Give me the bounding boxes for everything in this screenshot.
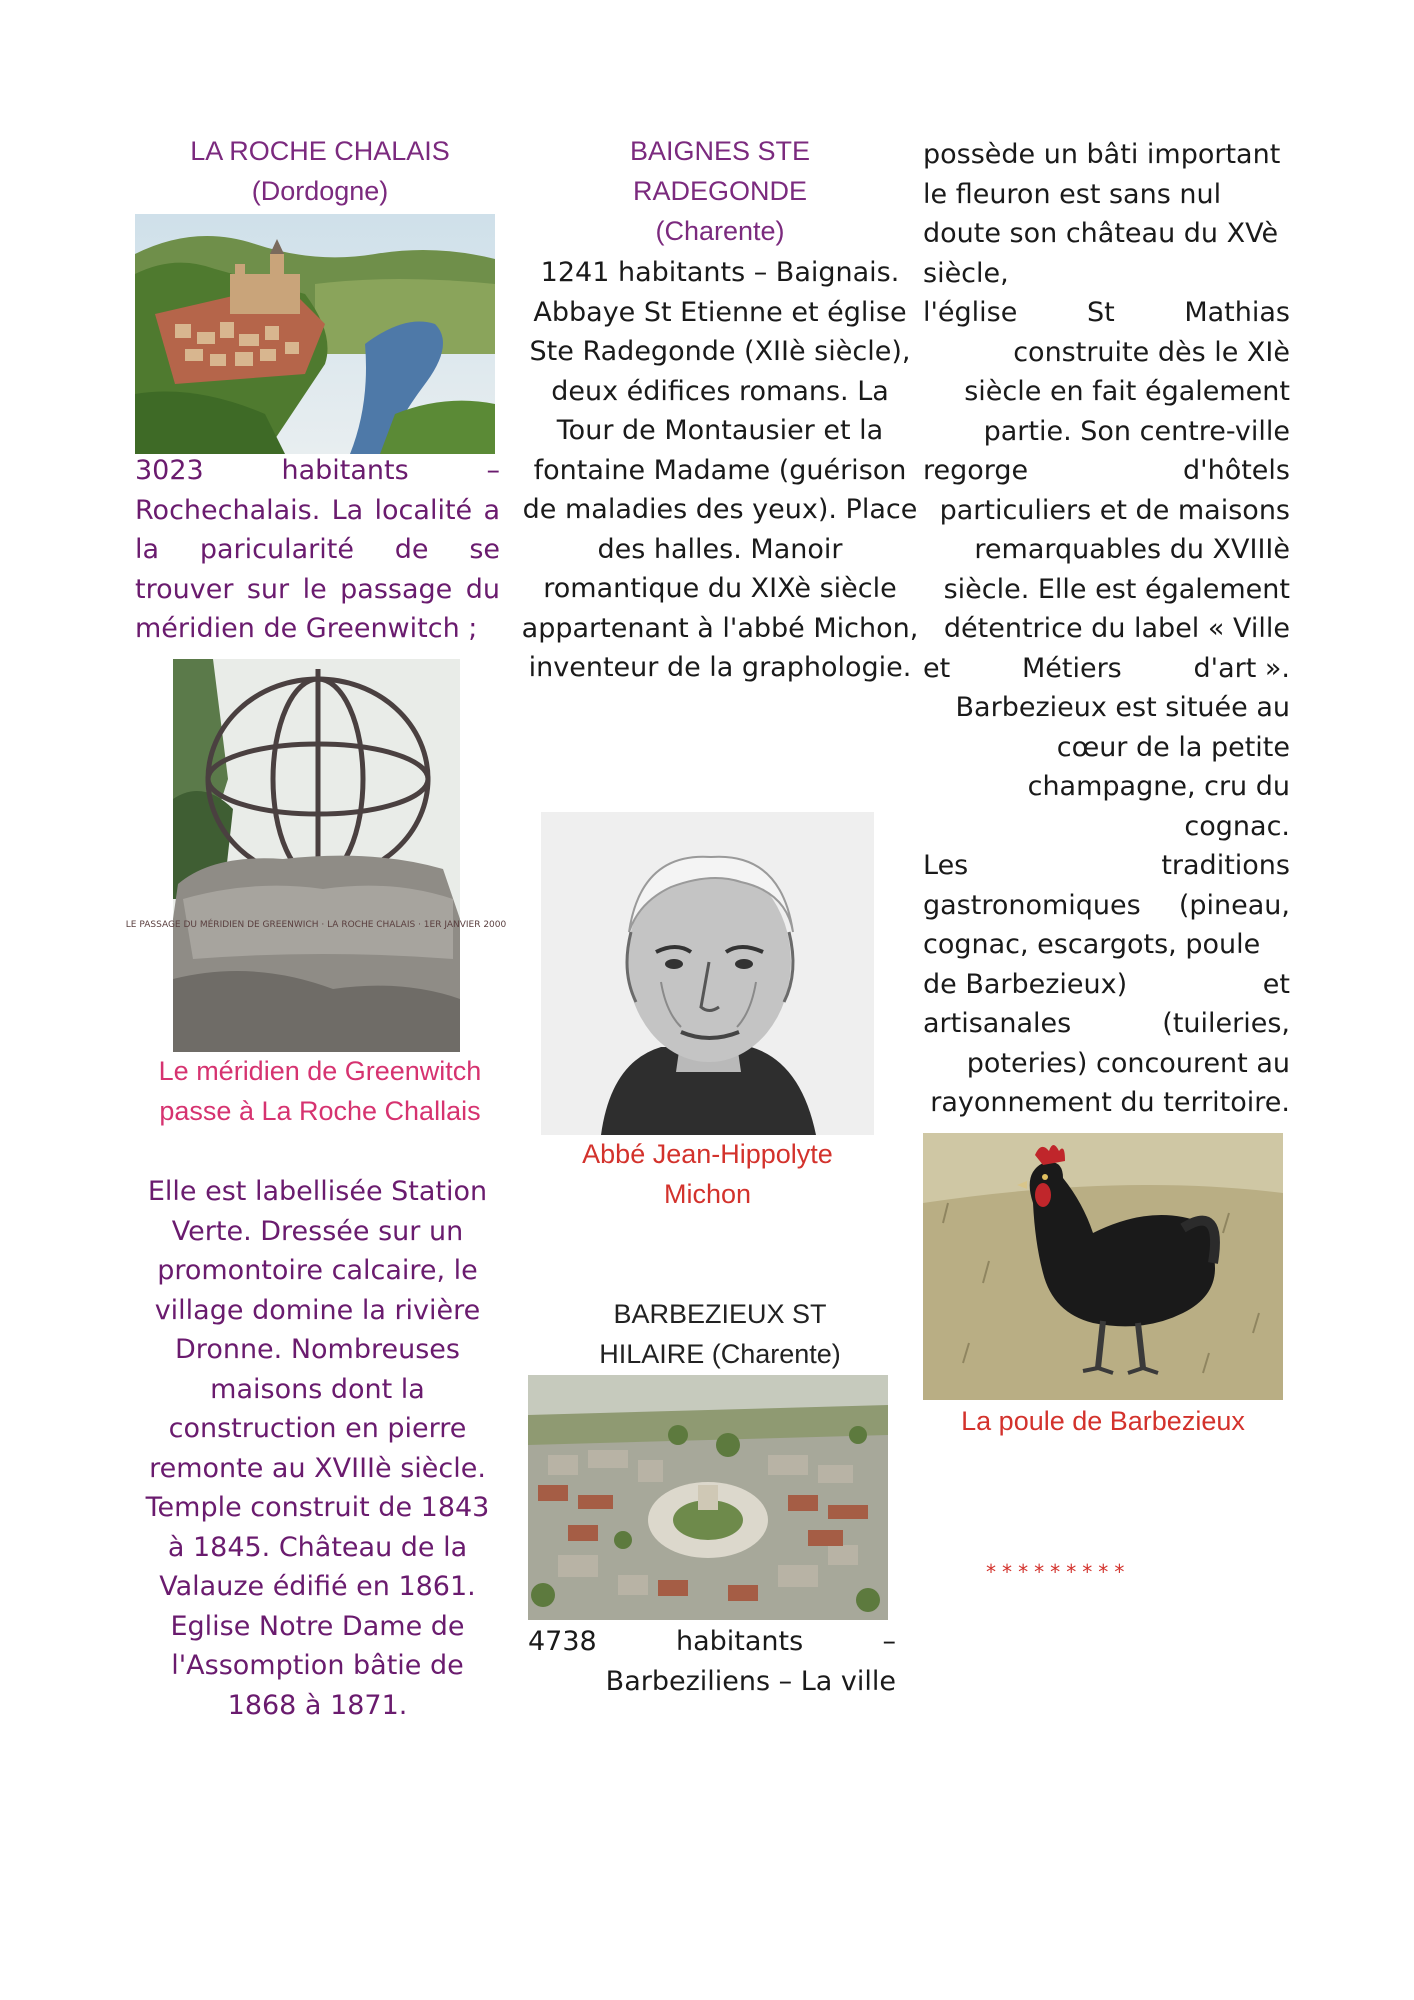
- col2-title-2: [520, 1294, 920, 1374]
- col3-word: (pineau,: [1178, 889, 1290, 921]
- col3-line: cognac, escargots, poule: [923, 929, 1261, 960]
- col1-title: [135, 131, 505, 211]
- col2-title2-line2: HILAIRE (Charente): [599, 1339, 841, 1369]
- poule-de-barbezieux-photo: [923, 1133, 1283, 1400]
- meridian-monument-photo-icon: [125, 659, 507, 1052]
- col3-word: et: [1262, 968, 1290, 1000]
- col3-line: le fleuron est sans nul: [923, 178, 1222, 210]
- col3-line: siècle,: [923, 257, 1009, 289]
- black-hen-photo-icon: [923, 1133, 1283, 1400]
- col3-word: l'église: [923, 297, 1018, 328]
- col2-para2-word-2: habitants: [676, 1626, 804, 1657]
- col3-line: [923, 846, 1290, 886]
- col2-title-line1: BAIGNES STE: [629, 136, 811, 166]
- col3-line: [923, 965, 1290, 1005]
- col3-paragraph: [923, 135, 1290, 1123]
- col3-word: d'hôtels: [1183, 455, 1290, 486]
- col3-line: poteries) concourent au: [966, 1047, 1290, 1079]
- col3-word: St: [1086, 297, 1115, 328]
- col2-para2-word-1: 4738: [528, 1626, 597, 1657]
- col3-word: Les: [923, 850, 969, 881]
- col2-title-line2: RADEGONDE: [632, 176, 808, 206]
- col2-paragraph-1: 1241 habitants – Baignais. Abbaye St Etienne et église Ste Radegonde (XIIè siècle), deux édifices romans. La Tour de Montausier et la fontaine Madame (guérison de maladies des yeux). Place des halles. Manoir romantique du XIXè siècle appartenant à l'abbé Michon, inventeur de la graphologie.: [521, 257, 919, 683]
- col2-title2-line1: BARBEZIEUX ST: [613, 1299, 827, 1329]
- col3-line: partie. Son centre-ville: [983, 415, 1290, 447]
- col3-word: d'art ».: [1193, 652, 1290, 684]
- col3-line: [923, 293, 1290, 333]
- col3-line: Barbezieux est située au: [955, 692, 1290, 723]
- decorative-stars: *********: [985, 1560, 1130, 1584]
- abbe-michon-portrait: [541, 812, 874, 1135]
- col3-word: Métiers: [1021, 652, 1122, 684]
- col1-title-line1: LA ROCHE CHALAIS: [190, 136, 450, 166]
- col3-line: doute son château du XVè: [923, 218, 1279, 249]
- col2-title: [520, 131, 920, 251]
- col3-caption: La poule de Barbezieux: [961, 1406, 1245, 1436]
- col3-word: de Barbezieux): [923, 968, 1128, 1000]
- col3-line: champagne, cru du cognac.: [1027, 771, 1290, 842]
- col1-paragraph-2: Elle est labellisée Station Verte. Dressée sur un promontoire calcaire, le village domine la rivière Dronne. Nombreuses maisons dont la construction en pierre remonte au XVIIIè siècle. Temple construit de 1843 à 1845. Château de la Valauze édifié en 1861. Eglise Notre Dame de l'Assomption bâtie de 1868 à 1871.: [145, 1176, 490, 1721]
- col3-line: siècle en fait également: [964, 376, 1290, 407]
- col3-line: [923, 1004, 1290, 1044]
- monument-inscription: LE PASSAGE DU MÉRIDIEN DE GREENWICH · LA ROCHE CHALAIS · 1ER JANVIER 2000: [125, 920, 507, 930]
- col3-word: Mathias: [1184, 297, 1290, 328]
- col2-para2-line1: [528, 1622, 896, 1662]
- col2-para2-line2: Barbeziliens – La ville: [605, 1665, 896, 1697]
- col2-title-line3: (Charente): [655, 216, 785, 246]
- col3-word: regorge: [923, 455, 1029, 486]
- col3-line: possède un bâti important: [923, 139, 1281, 170]
- la-roche-chalais-photo: [135, 214, 495, 454]
- col3-line: cœur de la petite: [1056, 731, 1290, 763]
- col3-word: et: [923, 652, 951, 684]
- col3-line: [923, 649, 1290, 689]
- col2-paragraph-2: [528, 1622, 896, 1701]
- col3-line: [923, 886, 1290, 926]
- barbezieux-aerial-photo: [528, 1375, 888, 1620]
- col3-line: [923, 451, 1290, 491]
- col3-word: (tuileries,: [1162, 1008, 1290, 1039]
- col3-line: détentrice du label « Ville: [943, 613, 1290, 644]
- col3-line: particuliers et de maisons: [939, 494, 1290, 526]
- col1-paragraph-1: 3023 habitants – Rochechalais. La localité a la paricularité de se trouver sur le passage du méridien de Greenwitch ;: [135, 455, 500, 644]
- col2-caption: Abbé Jean-Hippolyte Michon: [582, 1139, 833, 1209]
- col1-caption: Le méridien de Greenwitch passe à La Roche Challais: [158, 1056, 482, 1126]
- col3-word: gastronomiques: [923, 889, 1141, 921]
- col3-line: rayonnement du territoire.: [930, 1087, 1290, 1118]
- col2-para2-word-3: –: [882, 1626, 896, 1657]
- col3-line: siècle. Elle est également: [943, 573, 1290, 605]
- col3-line: remarquables du XVIIIè: [974, 534, 1290, 565]
- portrait-engraving-icon: [541, 812, 874, 1135]
- col1-title-line2: (Dordogne): [251, 176, 389, 206]
- col3-word: traditions: [1161, 850, 1290, 881]
- col3-line: construite dès le XIè: [1013, 336, 1290, 368]
- col3-word: artisanales: [923, 1008, 1072, 1039]
- meridian-monument-photo: [125, 659, 507, 1052]
- village-on-hill-photo-icon: [135, 214, 495, 454]
- aerial-town-photo-icon: [528, 1375, 888, 1620]
